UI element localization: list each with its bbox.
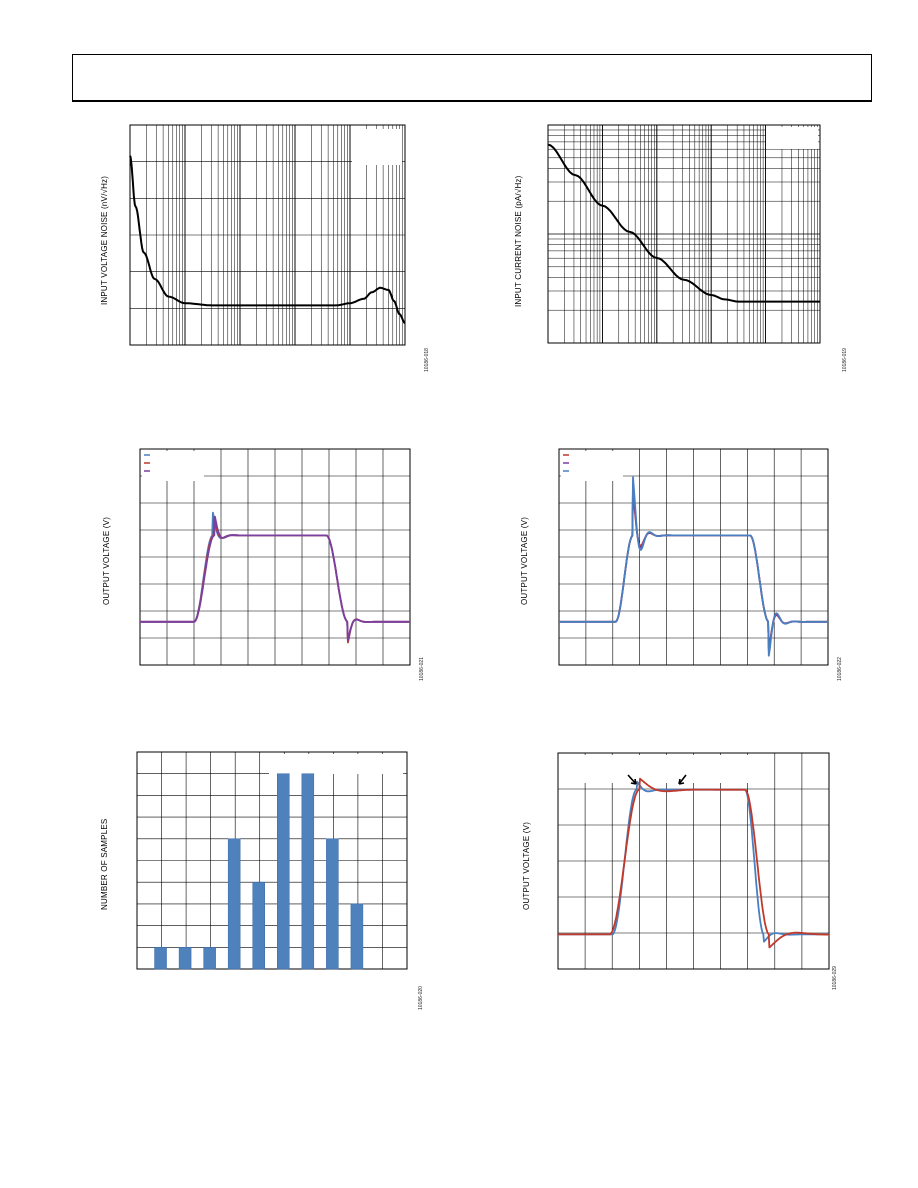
- legend-blank-area: [269, 754, 403, 774]
- histogram-bar: [155, 947, 167, 969]
- current-noise-plot: [548, 125, 820, 343]
- chart-pulse-response-c: [558, 753, 829, 969]
- histogram-ylabel: NUMBER OF SAMPLES: [100, 818, 109, 910]
- chart-pulse-response-b: [559, 449, 828, 665]
- histogram-bar: [277, 774, 289, 969]
- pulse-a-figure-id: 10186-021: [419, 657, 425, 681]
- pulse-b-plot: [559, 449, 828, 665]
- chart-pulse-response-a: [140, 449, 410, 665]
- histogram-bar: [228, 839, 240, 969]
- pulse-b-ylabel: OUTPUT VOLTAGE (V): [520, 516, 529, 605]
- chart-sample-histogram: [137, 752, 407, 969]
- histogram-plot: [137, 752, 407, 969]
- pulse-c-figure-id: 10186-029: [832, 966, 838, 990]
- voltage-noise-plot: [130, 125, 405, 345]
- histogram-bar: [351, 904, 363, 969]
- legend-box: [561, 451, 623, 481]
- pulse-a-ylabel: OUTPUT VOLTAGE (V): [102, 516, 111, 605]
- current-noise-ylabel: INPUT CURRENT NOISE (pA/√Hz): [514, 175, 523, 307]
- annotation-area: [560, 755, 770, 783]
- legend-box: [142, 451, 204, 481]
- legend-blank-area: [352, 129, 402, 165]
- voltage-noise-figure-id: 10186-018: [424, 348, 430, 372]
- histogram-bar: [204, 947, 216, 969]
- pulse-a-plot: [140, 449, 410, 665]
- chart-voltage-noise: [130, 125, 405, 345]
- histogram-figure-id: 10186-020: [418, 986, 424, 1010]
- pulse-b-figure-id: 10186-022: [837, 657, 843, 681]
- page-header-box: [72, 54, 872, 102]
- pulse-c-plot: [558, 753, 829, 969]
- pulse-c-ylabel: OUTPUT VOLTAGE (V): [522, 821, 531, 910]
- histogram-bar: [326, 839, 338, 969]
- histogram-bar: [253, 882, 265, 969]
- histogram-bar: [302, 774, 314, 969]
- legend-blank-area: [766, 127, 818, 149]
- chart-current-noise: [548, 125, 820, 343]
- histogram-bar: [179, 947, 191, 969]
- current-noise-figure-id: 10186-019: [842, 348, 848, 372]
- voltage-noise-ylabel: INPUT VOLTAGE NOISE (nV/√Hz): [100, 175, 109, 305]
